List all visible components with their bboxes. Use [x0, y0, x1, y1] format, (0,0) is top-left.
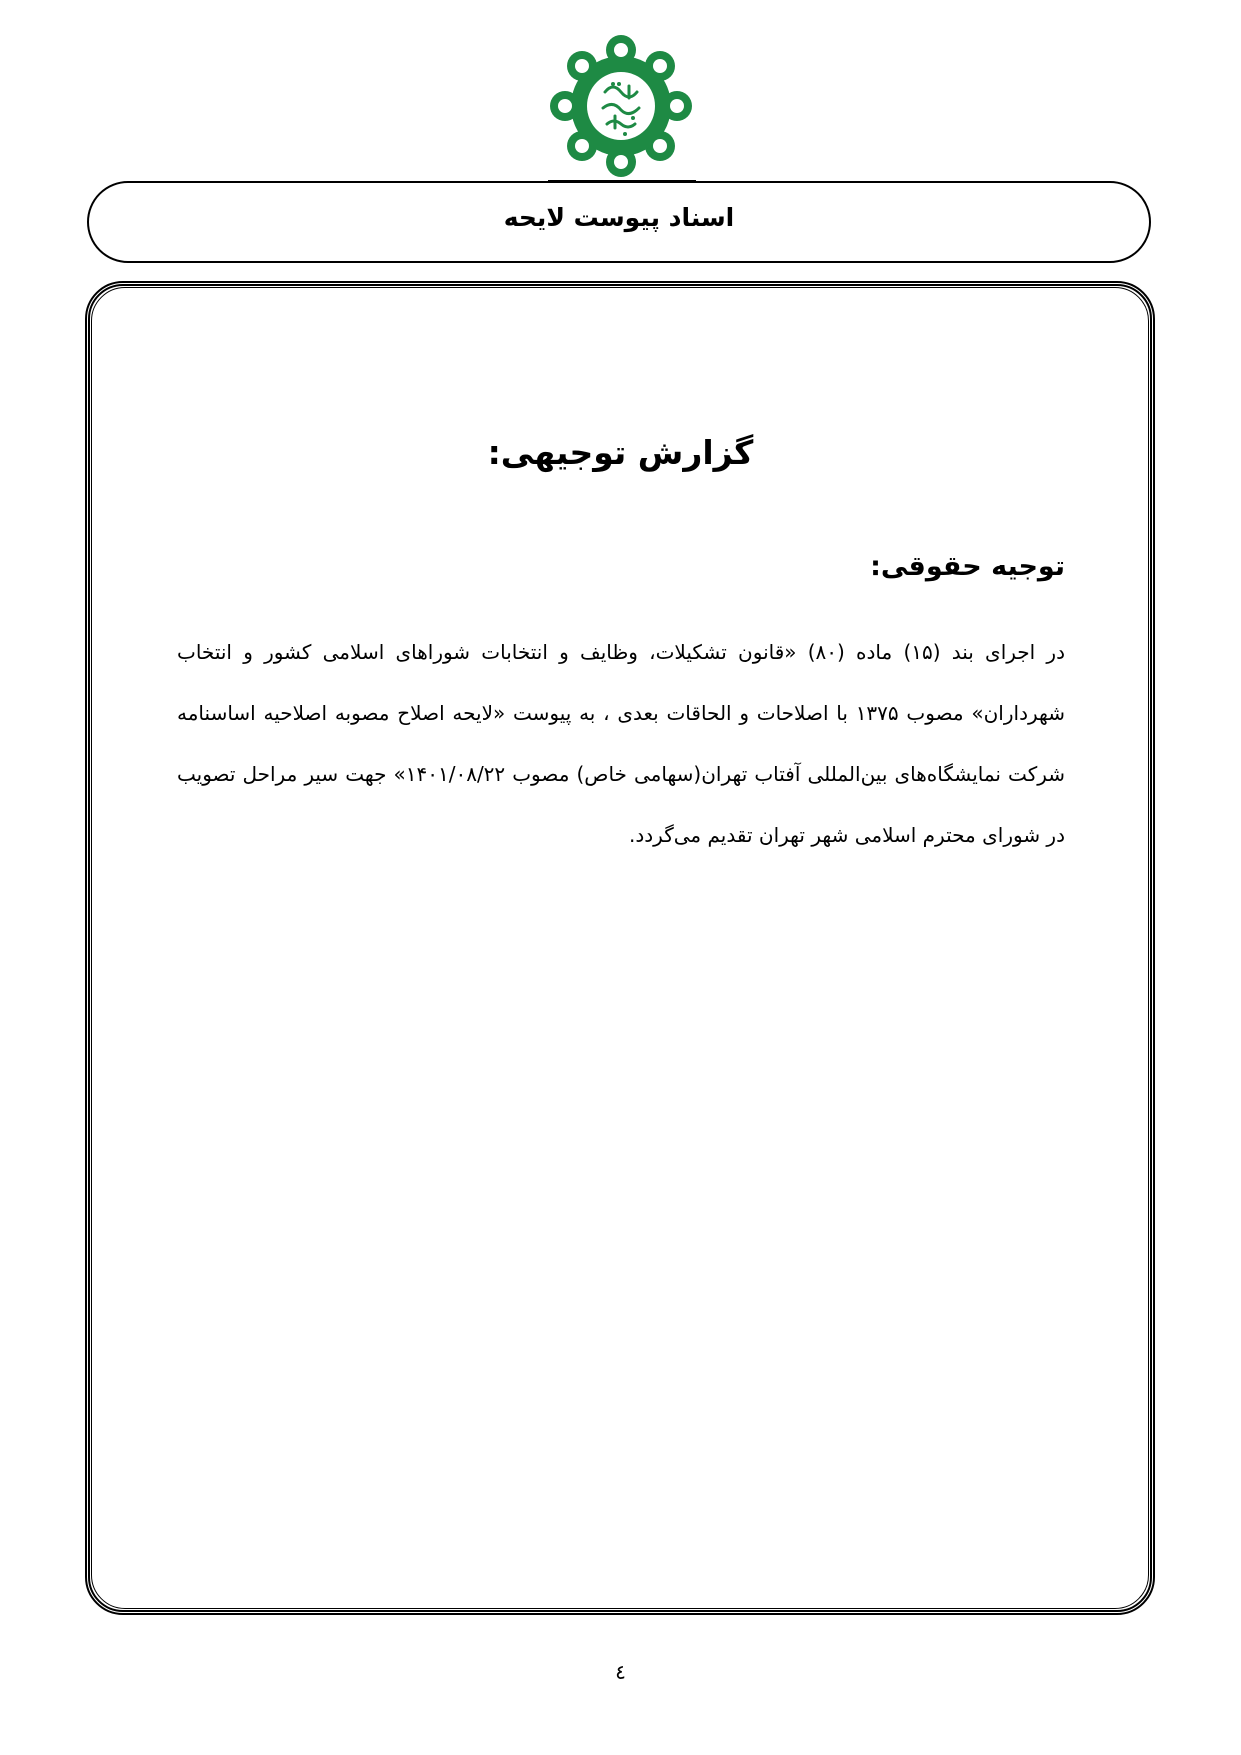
main-frame-inner-border [91, 287, 1149, 1609]
header-title: اسناد پیوست لایحه [503, 203, 735, 232]
tehran-city-council-emblem-icon [545, 30, 697, 182]
council-logo [545, 30, 697, 182]
page-number: ٤ [615, 1660, 626, 1684]
report-title: گزارش توجیهی: [487, 433, 754, 472]
body-paragraph: در اجرای بند (۱۵) ماده (۸۰) «قانون تشکیلات، وظایف و انتخابات شوراهای اسلامی کشور و انتخاب شهرداران» مصوب ۱۳۷۵ با اصلاحات و الحاقات بعدی ، به پیوست «لایحه اصلاح مصوبه اصلاحیه اساسنامه شرکت نمایشگاه‌های بین‌المللی آفتاب تهران(سهامی خاص) مصوب ۱۴۰۱/۰۸/۲۲» جهت سیر مراحل تصویب در شورای محترم اسلامی شهر تهران تقدیم می‌گردد. [177, 640, 1066, 847]
section-heading: توجیه حقوقی: [870, 551, 1065, 582]
header-box [87, 181, 1151, 263]
